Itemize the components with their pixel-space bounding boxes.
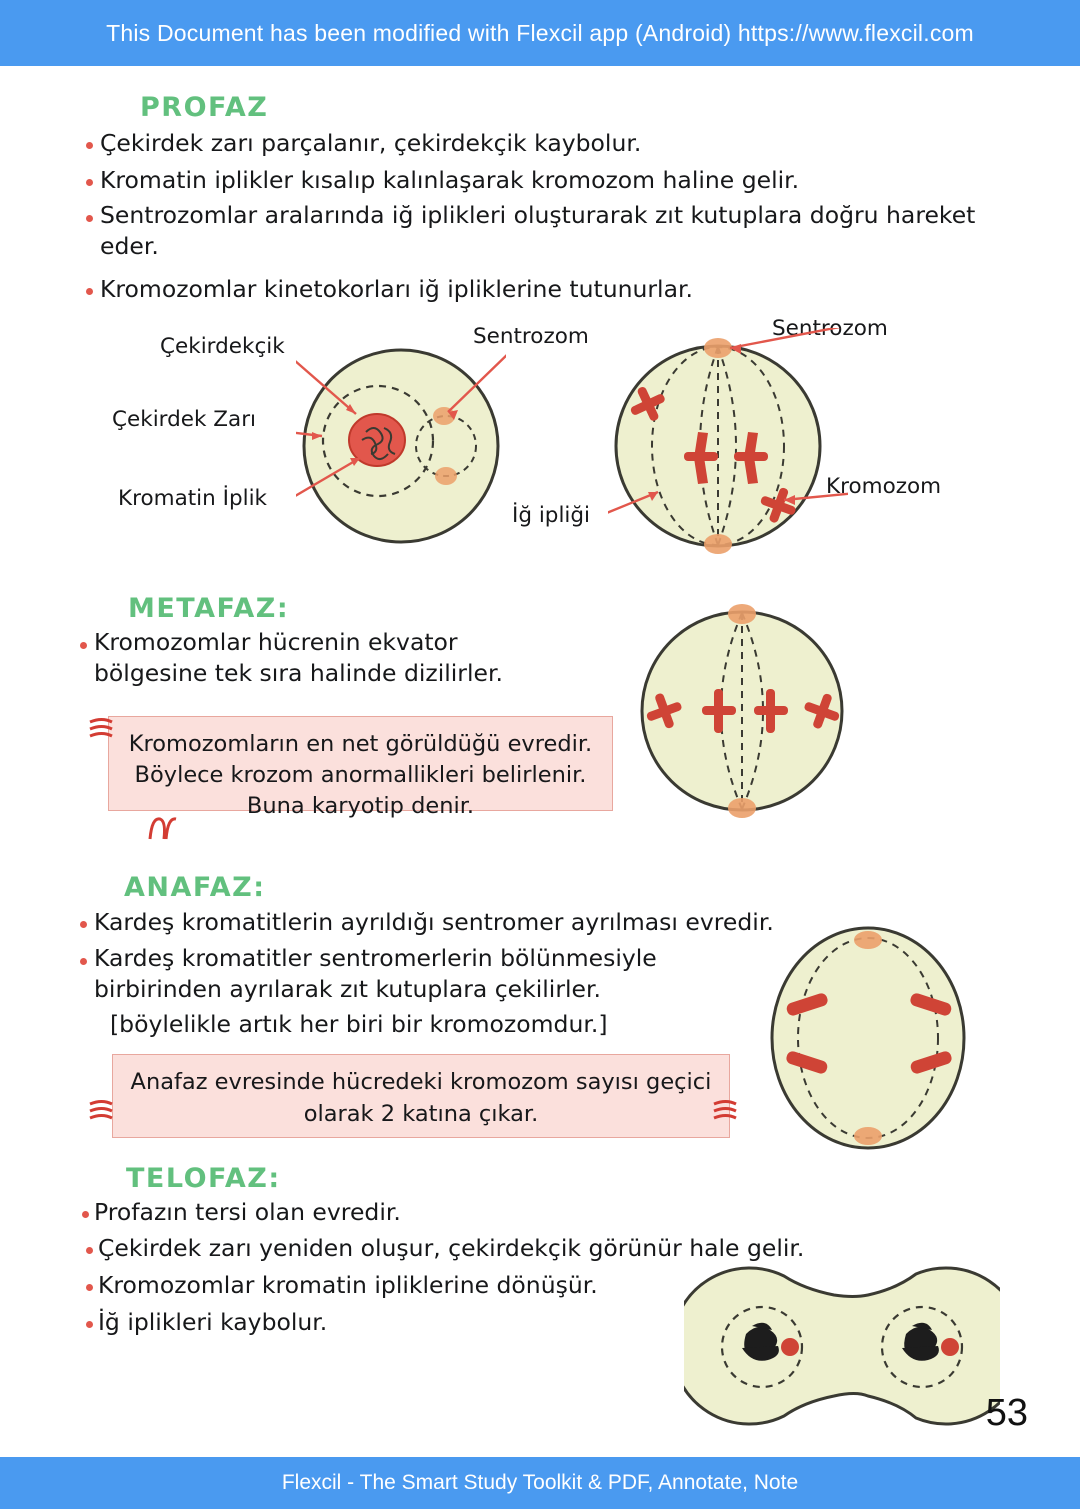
scribble-mark-icon — [144, 811, 184, 845]
telofaz-bullet-1: Profazın tersi olan evredir. — [94, 1198, 401, 1226]
note-line-3: Buna karyotip denir. — [246, 793, 475, 819]
bullet-dot — [86, 1284, 93, 1291]
flexcil-top-banner-text: This Document has been modified with Flexcil app (Android) https://www.flexcil.com — [106, 19, 974, 46]
label-cekirdek-zari: Çekirdek Zarı — [112, 407, 257, 432]
label-kromozom: Kromozom — [826, 474, 942, 499]
note-line-2: Böylece krozom anormallikleri belirlenir. — [134, 762, 587, 788]
flexcil-bottom-banner-text: Flexcil - The Smart Study Toolkit & PDF, Annotate, Note — [281, 1471, 799, 1494]
note-box-anafaz — [112, 1054, 730, 1138]
section-heading-anafaz: ANAFAZ: — [124, 872, 266, 903]
profaz-bullet-4: Kromozomlar kinetokorları iğ ipliklerine tutunurlar. — [100, 275, 693, 303]
bullet-dot — [86, 288, 93, 295]
squiggle-mark-icon — [710, 1096, 740, 1126]
telofaz-bullet-2: Çekirdek zarı yeniden oluşur, çekirdekçik görünür hale gelir. — [98, 1234, 805, 1262]
label-sentrozom-right: Sentrozom — [772, 316, 888, 341]
diagram-telofaz-cell — [684, 1252, 1000, 1442]
bullet-dot — [86, 179, 93, 186]
note-line-2: olarak 2 katına çıkar. — [303, 1101, 539, 1127]
flexcil-top-banner — [0, 0, 1080, 66]
squiggle-mark-icon — [86, 1096, 116, 1126]
section-heading-telofaz: TELOFAZ: — [126, 1163, 281, 1194]
note-box-metafaz — [108, 716, 613, 819]
note-line-1: Anafaz evresinde hücredeki kromozom sayısı geçici — [130, 1069, 712, 1095]
telofaz-bullet-3: Kromozomlar kromatin ipliklerine dönüşür. — [98, 1271, 598, 1299]
flexcil-bottom-banner — [0, 1457, 1080, 1509]
label-sentrozom-left: Sentrozom — [473, 324, 589, 349]
diagram-profaz-cell-late — [608, 328, 848, 560]
metafaz-bullet-1: Kromozomlar hücrenin ekvator bölgesine tek sıra halinde dizilirler. — [94, 628, 503, 688]
page-content — [0, 66, 1080, 1457]
label-kromatin-iplik: Kromatin İplik — [118, 486, 267, 511]
bullet-dot — [80, 642, 87, 649]
bullet-dot — [80, 921, 87, 928]
section-heading-profaz: PROFAZ — [140, 92, 269, 123]
profaz-bullet-3: Sentrozomlar aralarında iğ iplikleri oluşturarak zıt kutuplara doğru hareket eder. — [100, 201, 976, 261]
profaz-bullet-1: Çekirdek zarı parçalanır, çekirdekçik kaybolur. — [100, 129, 642, 157]
section-heading-metafaz: METAFAZ: — [128, 593, 290, 624]
diagram-metafaz-cell — [638, 603, 850, 821]
diagram-anafaz-cell — [768, 924, 972, 1152]
anafaz-bullet-3: [böylelikle artık her biri bir kromozomdur.] — [110, 1010, 608, 1038]
bullet-dot — [86, 1321, 93, 1328]
bullet-dot — [86, 142, 93, 149]
bullet-dot — [80, 958, 87, 965]
bullet-dot — [86, 215, 93, 222]
bullet-dot — [86, 1247, 93, 1254]
bullet-dot — [82, 1211, 89, 1218]
note-line-1: Kromozomların en net görüldüğü evredir. — [128, 731, 593, 757]
page-number: 53 — [985, 1392, 1028, 1434]
diagram-profaz-cell-early — [296, 328, 506, 550]
label-ig-ipligi: İğ ipliği — [512, 503, 591, 528]
telofaz-bullet-4: İğ iplikleri kaybolur. — [98, 1308, 328, 1336]
squiggle-mark-icon — [86, 714, 116, 744]
anafaz-bullet-2: Kardeş kromatitler sentromerlerin bölünmesiyle birbirinden ayrılarak zıt kutuplara çekilirler. — [94, 944, 657, 1004]
label-cekirdekcik: Çekirdekçik — [160, 334, 285, 359]
profaz-bullet-2: Kromatin iplikler kısalıp kalınlaşarak kromozom haline gelir. — [100, 166, 800, 194]
anafaz-bullet-1: Kardeş kromatitlerin ayrıldığı sentromer ayrılması evredir. — [94, 908, 774, 936]
